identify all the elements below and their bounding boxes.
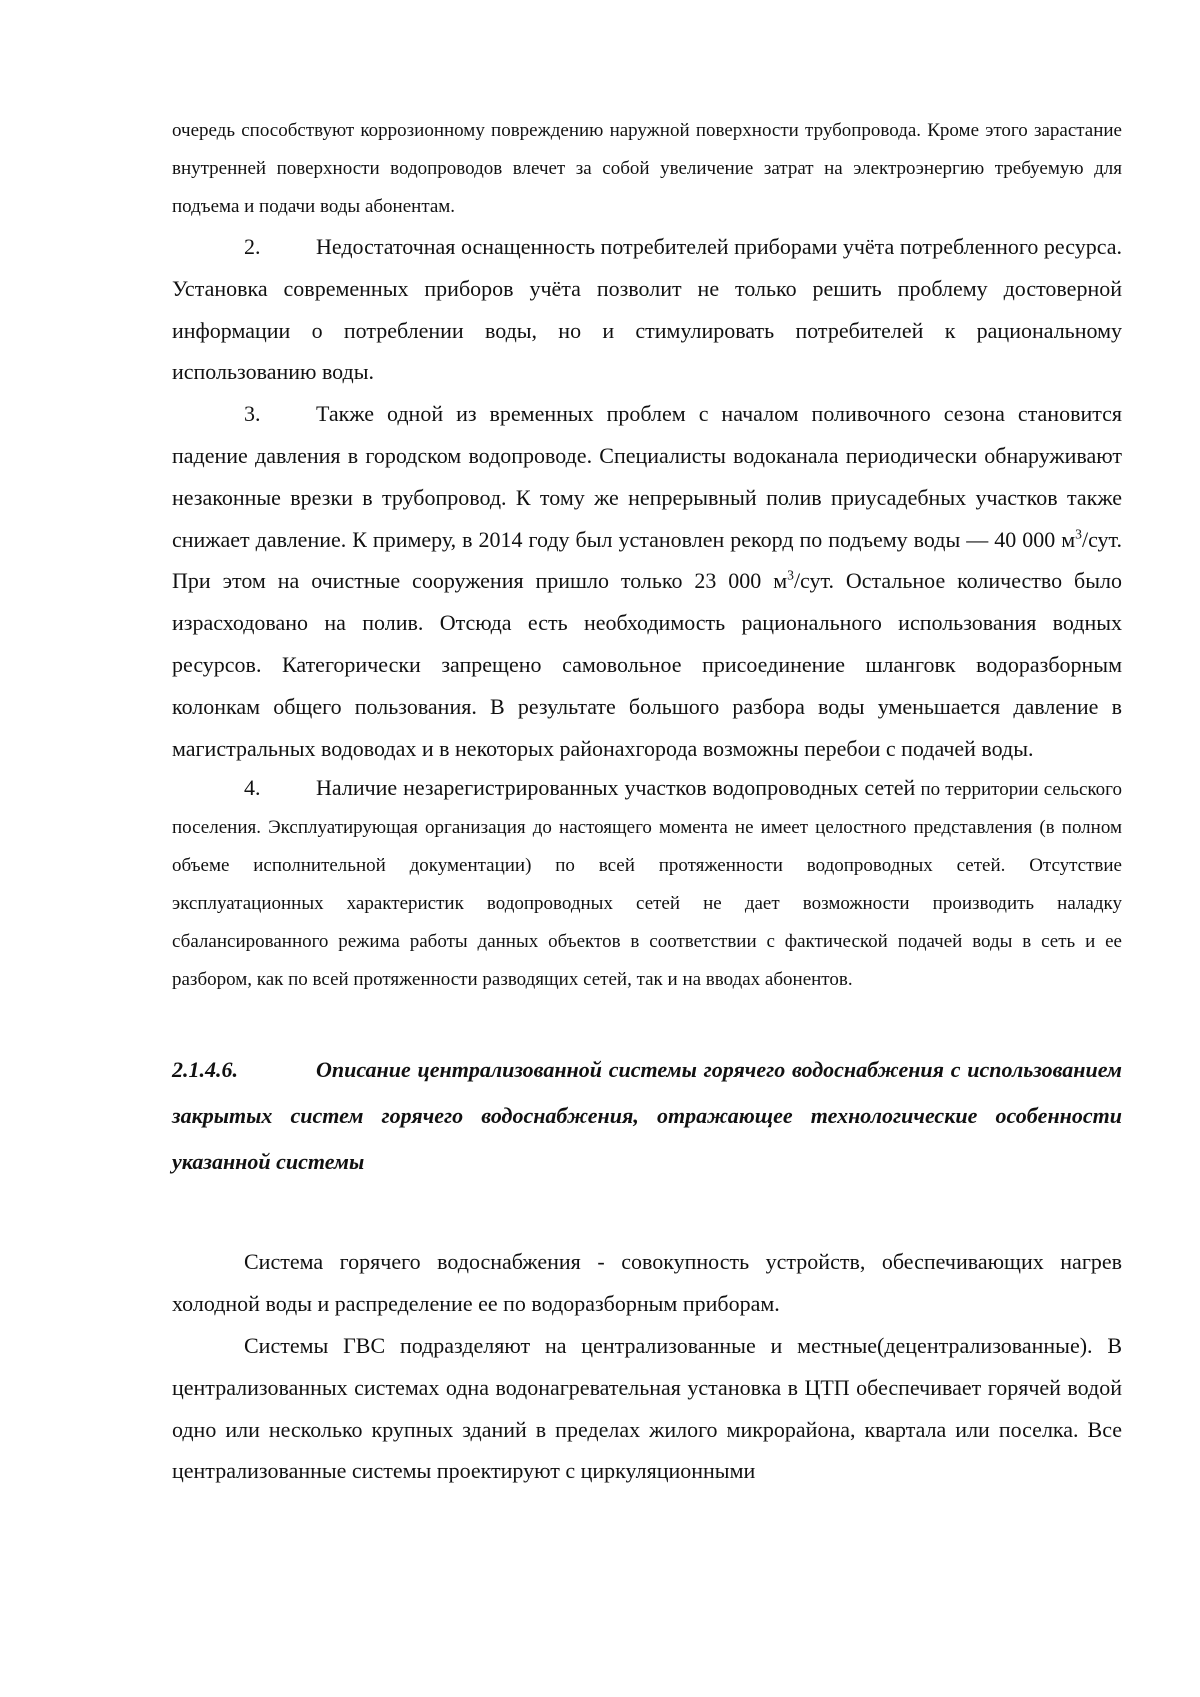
list-item-text-rest: по территории сельского поселения. Эксплуатирующая организация до настоящего момента не имеет целостного представления (в полном объеме исполнительной документации) по всей протяженности водопроводных сетей. Отсутствие эксплуатационных характеристик водопроводных сетей не дает возможности производить наладку сбалансированного режима работы данных объектов в соответствии с фактической подачей воды в сеть и ее разбором, как по всей протяженности разводящих сетей, так и на вводах абонентов. (172, 779, 1122, 991)
list-item-text-part-b: /сут. При этом на очистные сооружения пришло только 23 000 м (172, 526, 1122, 594)
list-item-text-part-a: Также одной из временных проблем с началом поливочного сезона становится падение давления в городском водопроводе. Специалисты водоканала периодически обнаруживают незаконные врезки в трубопровод. К тому же непрерывный полив приусадебных участков также снижает давление. К примеру, в 2014 году был установлен рекорд по подъему воды — 40 000 м (172, 401, 1122, 552)
section-heading (172, 1047, 1122, 1185)
list-item-3 (172, 393, 1122, 769)
paragraph-gvs-types: Системы ГВС подразделяют на централизованные и местные(децентрализованные). В централизованных системах одна водонагревательная установка в ЦТП обеспечивает горячей водой одно или несколько крупных зданий в пределах жилого микрорайона, квартала или поселка. Все централизованные системы проектируют с циркуляционными (172, 1332, 1122, 1484)
section-number: 2.1.4.6. (172, 1057, 238, 1083)
section-title: Описание централизованной системы горячего водоснабжения с использованием закрытых систем горячего водоснабжения, отражающее технологические особенности указанной системы (172, 1057, 1122, 1175)
list-item-number: 3. (244, 401, 261, 427)
document-page (172, 112, 1122, 1492)
paragraph-gvs-definition: Система горячего водоснабжения - совокупность устройств, обеспечивающих нагрев холодной воды и распределение ее по водоразборным приборам. (172, 1249, 1122, 1317)
list-item-text-lead: Наличие незарегистрированных участков водопроводных сетей (316, 775, 916, 801)
list-item-4 (172, 769, 1122, 999)
list-item-text: Недостаточная оснащенность потребителей приборами учёта потребленного ресурса. Установка современных приборов учёта позволит не только решить проблему достоверной информации о потреблении воды, но и стимулировать потребителей к рациональному использованию воды. (172, 234, 1122, 385)
superscript-cubic: 3 (787, 568, 794, 584)
superscript-cubic: 3 (1075, 526, 1082, 542)
list-item-2 (172, 226, 1122, 393)
list-item-number: 4. (244, 775, 261, 801)
paragraph-continued: очередь способствуют коррозионному повреждению наружной поверхности трубопровода. Кроме этого зарастание внутренней поверхности водопроводов влечет за собой увеличение затрат на электроэнергию требуемую для подъема и подачи воды абонентам. (172, 120, 1122, 217)
list-item-number: 2. (244, 234, 261, 259)
list-item-text-part-c: /сут. Остальное количество было израсходовано на полив. Отсюда есть необходимость рационального использования водных ресурсов. Категорически запрещено самовольное присоединение шланговк водоразборным колонкам общего пользования. В результате большого разбора воды уменьшается давление в магистральных водоводах и в некоторых районахгорода возможны перебои с подачей воды. (172, 568, 1122, 761)
